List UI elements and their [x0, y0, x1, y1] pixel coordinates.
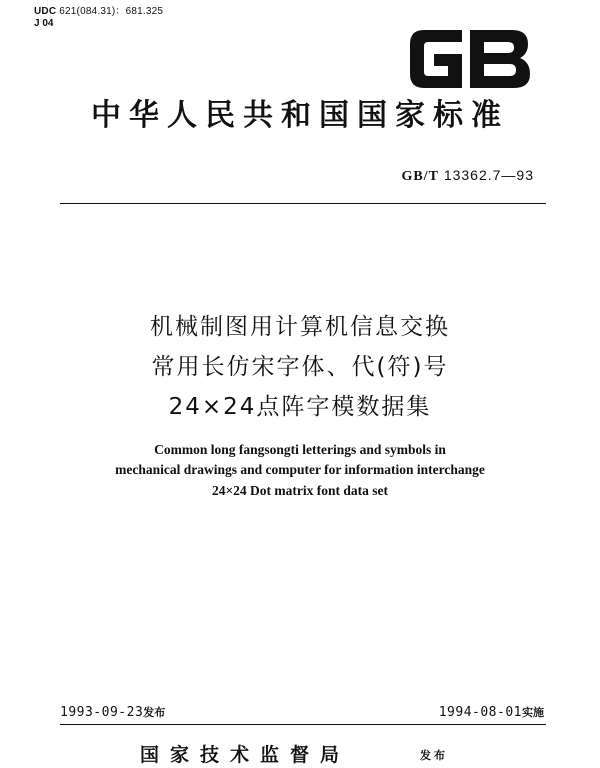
main-title: 中华人民共和国国家标准	[91, 98, 509, 133]
bottom-divider	[60, 724, 546, 725]
standard-number	[401, 166, 534, 186]
class-code: J 04	[34, 18, 54, 29]
gb-logo-letter-b	[470, 30, 530, 88]
title-cn-line-2: 常用长仿宋字体、代(符)号	[151, 354, 449, 380]
title-en-line-3: 24×24 Dot matrix font data set	[211, 483, 389, 498]
implementation-date	[439, 704, 544, 722]
title-cn-line-3: 24×24点阵字模数据集	[168, 394, 432, 420]
standard-number-prefix: GB/T	[401, 169, 439, 184]
title-en-line-2: mechanical drawings and computer for information interchange	[115, 462, 485, 477]
title-cn-line-1: 机械制图用计算机信息交换	[150, 314, 450, 340]
gb-logo	[404, 24, 536, 94]
udc-label: UDC	[34, 6, 57, 17]
implementation-date-suffix: 实施	[522, 706, 544, 719]
implementation-date-value: 1994-08-01	[438, 705, 522, 720]
issuer-suffix: 发布	[420, 749, 448, 762]
title-en-line-1: Common long fangsongti letterings and symbols in	[154, 442, 446, 457]
udc-code: 621(084.31)：681.325	[59, 6, 164, 17]
top-divider	[60, 203, 546, 204]
gb-logo-letter-g	[410, 30, 462, 88]
issuer-name: 国家技术监督局	[140, 744, 351, 766]
udc-code-line	[34, 6, 163, 18]
standard-number-value: 13362.7—93	[443, 167, 534, 183]
issue-date	[60, 704, 165, 722]
issue-date-value: 1993-09-23	[60, 705, 144, 720]
issue-date-suffix: 发布	[143, 706, 166, 719]
